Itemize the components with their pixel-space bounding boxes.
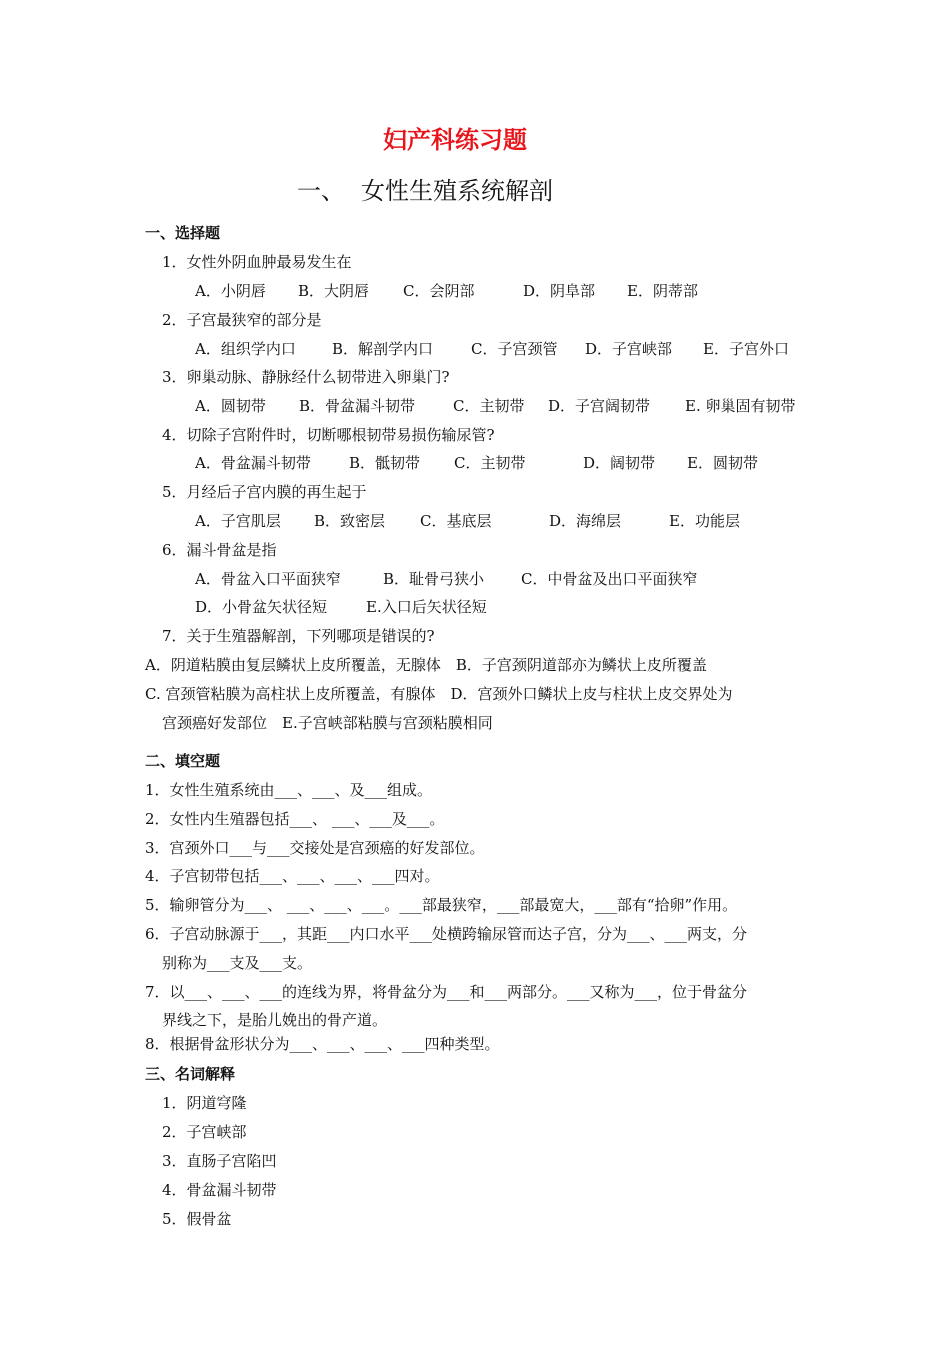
option: C．中骨盆及出口平面狭窄 xyxy=(521,570,698,588)
option: C．子宫颈管 xyxy=(471,340,558,358)
fill-item: 5．输卵管分为___、 ___、___、___。___部最狭窄，___部最宽大，___部有“拾卵”作用。 xyxy=(145,896,738,914)
option: C．主韧带 xyxy=(453,397,525,415)
option: C．基底层 xyxy=(420,512,492,530)
question-stem: 3．卵巢动脉、静脉经什么韧带进入卵巢门? xyxy=(162,368,450,386)
option: A．组织学内口 xyxy=(195,340,296,358)
option: E.入口后矢状径短 xyxy=(366,598,487,616)
option: B．耻骨弓狭小 xyxy=(383,570,485,588)
fill-item: 别称为___支及___支。 xyxy=(162,954,313,972)
question-option-text: A．阴道粘膜由复层鳞状上皮所覆盖，无腺体 B．子宫颈阴道部亦为鳞状上皮所覆盖 xyxy=(145,656,707,674)
fill-item: 1．女性生殖系统由___、___、及___组成。 xyxy=(145,781,433,799)
option: D．小骨盆矢状径短 xyxy=(195,598,328,616)
term-item: 4．骨盆漏斗韧带 xyxy=(162,1181,277,1199)
option: C．会阴部 xyxy=(403,282,475,300)
option: D．阴阜部 xyxy=(523,282,596,300)
term-item: 1．阴道穹隆 xyxy=(162,1094,247,1112)
option: B．骨盆漏斗韧带 xyxy=(299,397,416,415)
option: B．解剖学内口 xyxy=(332,340,434,358)
fill-item: 3．宫颈外口___与___交接处是宫颈癌的好发部位。 xyxy=(145,839,485,857)
option: C．主韧带 xyxy=(454,454,526,472)
option: D．子宫阔韧带 xyxy=(548,397,651,415)
option: E．圆韧带 xyxy=(687,454,758,472)
question-stem: 7．关于生殖器解剖，下列哪项是错误的? xyxy=(162,627,435,645)
option: D．阔韧带 xyxy=(583,454,656,472)
section-heading-terms: 三、名词解释 xyxy=(145,1065,236,1083)
option: A．骨盆入口平面狭窄 xyxy=(195,570,341,588)
question-option-text: 宫颈癌好发部位 E.子宫峡部粘膜与宫颈粘膜相同 xyxy=(162,714,493,732)
section-heading-choice: 一、选择题 xyxy=(145,224,221,242)
term-item: 3．直肠子宫陷凹 xyxy=(162,1152,277,1170)
chapter-number: 一、 xyxy=(297,177,345,205)
question-stem: 5．月经后子宫内膜的再生起于 xyxy=(162,483,367,501)
option: E．阴蒂部 xyxy=(627,282,698,300)
option: B．致密层 xyxy=(314,512,386,530)
question-stem: 6．漏斗骨盆是指 xyxy=(162,541,277,559)
fill-item: 4．子宫韧带包括___、___、___、___四对。 xyxy=(145,867,440,885)
fill-item: 界线之下，是胎儿娩出的骨产道。 xyxy=(162,1011,388,1029)
option: E. 卵巢固有韧带 xyxy=(685,397,796,415)
option: B．骶韧带 xyxy=(349,454,421,472)
chapter-name: 女性生殖系统解剖 xyxy=(361,177,553,205)
option: E．子宫外口 xyxy=(703,340,789,358)
option: B．大阴唇 xyxy=(298,282,370,300)
option: A．小阴唇 xyxy=(195,282,266,300)
option: D．海绵层 xyxy=(549,512,622,530)
chapter-heading xyxy=(297,174,553,208)
fill-item: 6．子宫动脉源于___，其距___内口水平___处横跨输尿管而达子宫，分为___、___两支，分 xyxy=(145,925,748,943)
term-item: 5．假骨盆 xyxy=(162,1210,232,1228)
option: A．子宫肌层 xyxy=(195,512,281,530)
fill-item: 8．根据骨盆形状分为___、___、___、___四种类型。 xyxy=(145,1035,500,1053)
question-stem: 1．女性外阴血肿最易发生在 xyxy=(162,253,352,271)
fill-item: 2．女性内生殖器包括___、 ___、___及___。 xyxy=(145,810,445,828)
option: E．功能层 xyxy=(669,512,740,530)
question-stem: 4．切除子宫附件时，切断哪根韧带易损伤输尿管? xyxy=(162,426,495,444)
option: D．子宫峡部 xyxy=(585,340,673,358)
option: A．圆韧带 xyxy=(195,397,266,415)
fill-item: 7．以___、___、___的连线为界，将骨盆分为___和___两部分。___又称为___，位于骨盆分 xyxy=(145,983,748,1001)
section-heading-fill: 二、填空题 xyxy=(145,752,221,770)
page-title: 妇产科练习题 xyxy=(383,125,527,154)
question-option-text: C. 宫颈管粘膜为高柱状上皮所覆盖，有腺体 D．宫颈外口鳞状上皮与柱状上皮交界处为 xyxy=(145,685,733,703)
question-stem: 2．子宫最狭窄的部分是 xyxy=(162,311,322,329)
option: A．骨盆漏斗韧带 xyxy=(195,454,311,472)
term-item: 2．子宫峡部 xyxy=(162,1123,247,1141)
